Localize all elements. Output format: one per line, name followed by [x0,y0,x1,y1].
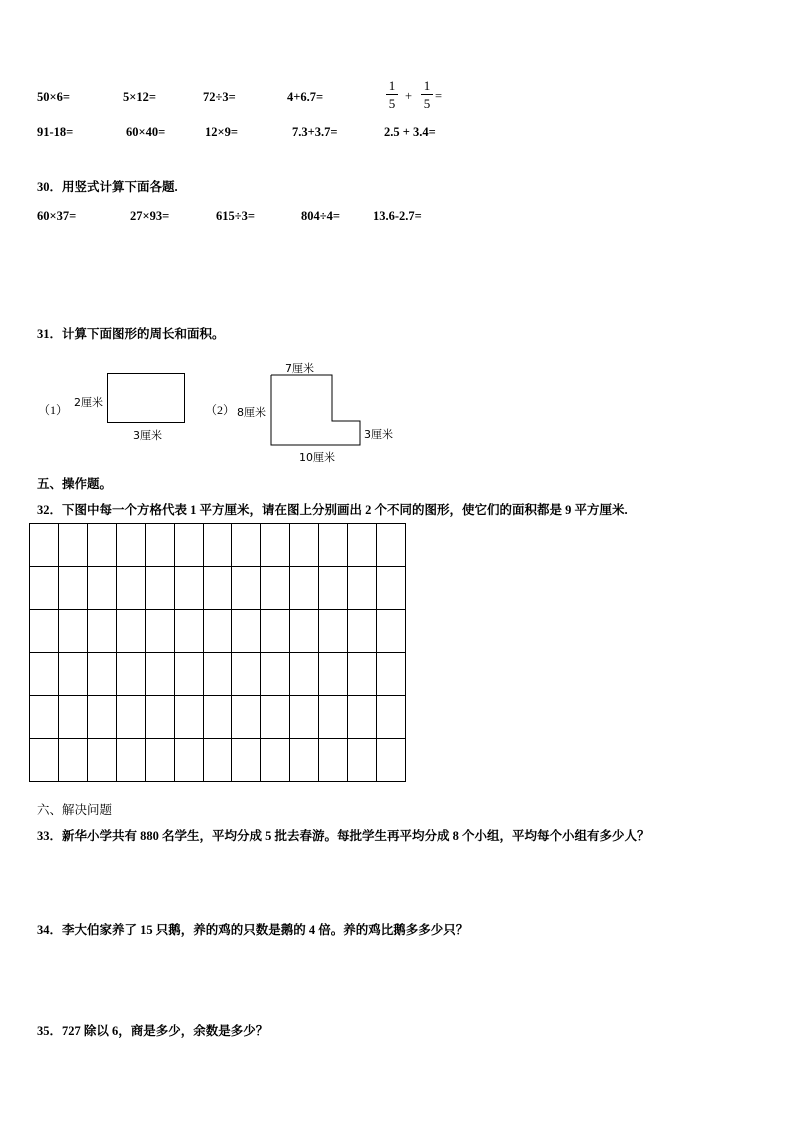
equals-sign: = [435,89,443,103]
oral-item: 72÷3= [203,90,236,104]
oral-item: 91-18= [37,125,74,139]
vertical-calc-item: 804÷4= [301,209,340,223]
section-6-heading: 六、解决问题 [37,803,113,817]
question-32-title: 32．下图中每一个方格代表 1 平方厘米，请在图上分别画出 2 个不同的图形，使它们的面积都是 9 平方厘米. [37,503,628,517]
section-5-heading: 五、操作题。 [37,477,113,491]
oral-item: 12×9= [205,125,238,139]
vertical-calc-item: 13.6-2.7= [373,209,422,223]
oral-item: 2.5 + 3.4= [384,125,436,139]
l-shape-left-label: 8厘米 [237,406,266,419]
vertical-calc-item: 60×37= [37,209,77,223]
oral-item: 60×40= [126,125,166,139]
figure-2-label: （2） [205,403,236,417]
question-35: 35．727 除以 6，商是多少，余数是多少？ [37,1024,269,1038]
oral-item: 50×6= [37,90,70,104]
vertical-calc-item: 615÷3= [216,209,255,223]
oral-item: 4+6.7= [287,90,324,104]
oral-item: 7.3+3.7= [292,125,338,139]
fraction-numerator: 1 [423,78,431,93]
fraction-one-fifth [421,78,433,111]
rectangle-figure [107,373,185,423]
rectangle-side-label: 2厘米 [74,396,103,409]
l-shape-figure [265,370,365,448]
vertical-calc-item: 27×93= [130,209,170,223]
question-31-title: 31．计算下面图形的周长和面积。 [37,327,225,341]
l-shape-top-label: 7厘米 [285,362,314,375]
fraction-denominator: 5 [423,96,431,111]
rectangle-bottom-label: 3厘米 [133,429,162,442]
figure-1-label: （1） [38,403,69,417]
question-30-title: 30．用竖式计算下面各题. [37,180,178,194]
question-33: 33．新华小学共有 880 名学生，平均分成 5 批去春游。每批学生再平均分成 8 个小组，平均每个小组有多少人？ [37,829,650,843]
oral-item: 5×12= [123,90,156,104]
fraction-numerator: 1 [388,78,396,93]
plus-sign: + [405,89,413,103]
l-shape-bottom-label: 10厘米 [299,451,335,464]
square-grid[interactable] [29,523,406,782]
fraction-one-fifth [386,78,398,111]
l-shape-right-label: 3厘米 [364,428,393,441]
fraction-denominator: 5 [388,96,396,111]
question-34: 34．李大伯家养了 15 只鹅，养的鸡的只数是鹅的 4 倍。养的鸡比鹅多多少只？ [37,923,469,937]
